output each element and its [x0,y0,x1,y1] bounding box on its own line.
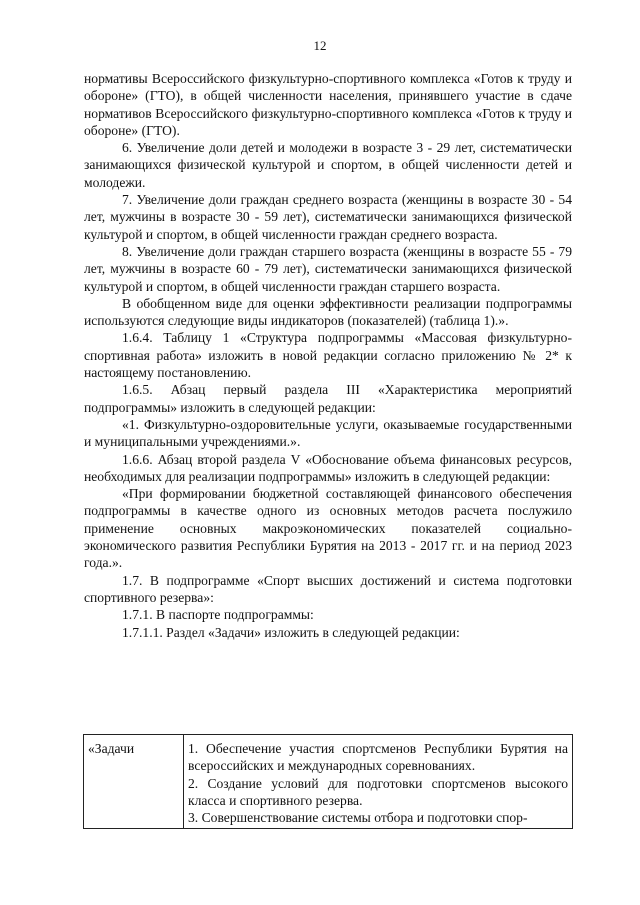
tasks-content-cell [184,735,573,829]
task-item-1: 1. Обеспечение участия спортсменов Республики Бурятия на всероссийских и международных соревнованиях. [188,741,568,774]
task-item-2: 2. Создание условий для подготовки спортсменов высокого класса и спортивного резерва. [188,775,568,808]
paragraph-1-7: 1.7. В подпрограмме «Спорт высших достижений и система подготовки спортивного резерва»: [84,572,572,605]
paragraph-indicators: В обобщенном виде для оценки эффективности реализации подпрограммы используются следующие виды индикаторов (показателей) (таблица 1).». [84,295,572,329]
paragraph-1-6-5: 1.6.5. Абзац первый раздела III «Характеристика мероприятий подпрограммы» изложить в следующей редакции: [84,382,572,415]
paragraph-1-7-1: 1.7.1. В паспорте подпрограммы: [122,607,314,623]
paragraph-1-6-6: 1.6.6. Абзац второй раздела V «Обоснование объема финансовых ресурсов, необходимых для реализации подпрограммы» изложить в следующей редакции: [84,451,572,484]
table-row [84,735,573,829]
paragraph-item-6: 6. Увеличение доли детей и молодежи в возрасте 3 - 29 лет, систематически занимающихся физической культурой и спортом, в общей численности детей и молодежи. [84,140,572,190]
paragraph-gto-continuation: нормативы Всероссийского физкультурно-спортивного комплекса «Готов к труду и обороне» (ГТО), в общей численности населения, принявшего участие в сдаче нормативов Всероссийского физкультурно-спортивного комплекса «Готов к труду и обороне» (ГТО). [84,71,572,138]
tasks-table [83,734,573,829]
tasks-label-cell: «Задачи [84,735,184,829]
paragraph-quote-budget: «При формировании бюджетной составляющей финансового обеспечения подпрограммы в качестве одного из основных методов расчета послужило применение основных макроэкономических показателей социально-экономического развития Республики Бурятия на 2013 - 2017 гг. и на период 2023 года.». [84,486,572,571]
paragraph-1-6-4: 1.6.4. Таблицу 1 «Структура подпрограммы «Массовая физкультурно-спортивная работа» изложить в новой редакции согласно приложению № 2* к настоящему постановлению. [84,330,572,381]
paragraph-quote-services: «1. Физкультурно-оздоровительные услуги, оказываемые государственными и муниципальными учреждениями.». [84,416,572,450]
task-item-3: 3. Совершенствование системы отбора и подготовки спор- [188,810,528,826]
page-number: 12 [313,38,327,53]
paragraph-1-7-1-1: 1.7.1.1. Раздел «Задачи» изложить в следующей редакции: [122,624,460,640]
paragraph-item-8: 8. Увеличение доли граждан старшего возраста (женщины в возрасте 55 - 79 лет, мужчины в возрасте 60 - 79 лет), систематически занимающихся физической культурой и спортом, в общей численности граждан старшего возраста. [84,243,572,294]
paragraph-item-7: 7. Увеличение доли граждан среднего возраста (женщины в возрасте 30 - 54 лет, мужчины в возрасте 30 - 59 лет), систематически занимающихся физической культурой и спортом, в общей численности граждан среднего возраста. [84,192,572,242]
document-body [84,70,572,641]
